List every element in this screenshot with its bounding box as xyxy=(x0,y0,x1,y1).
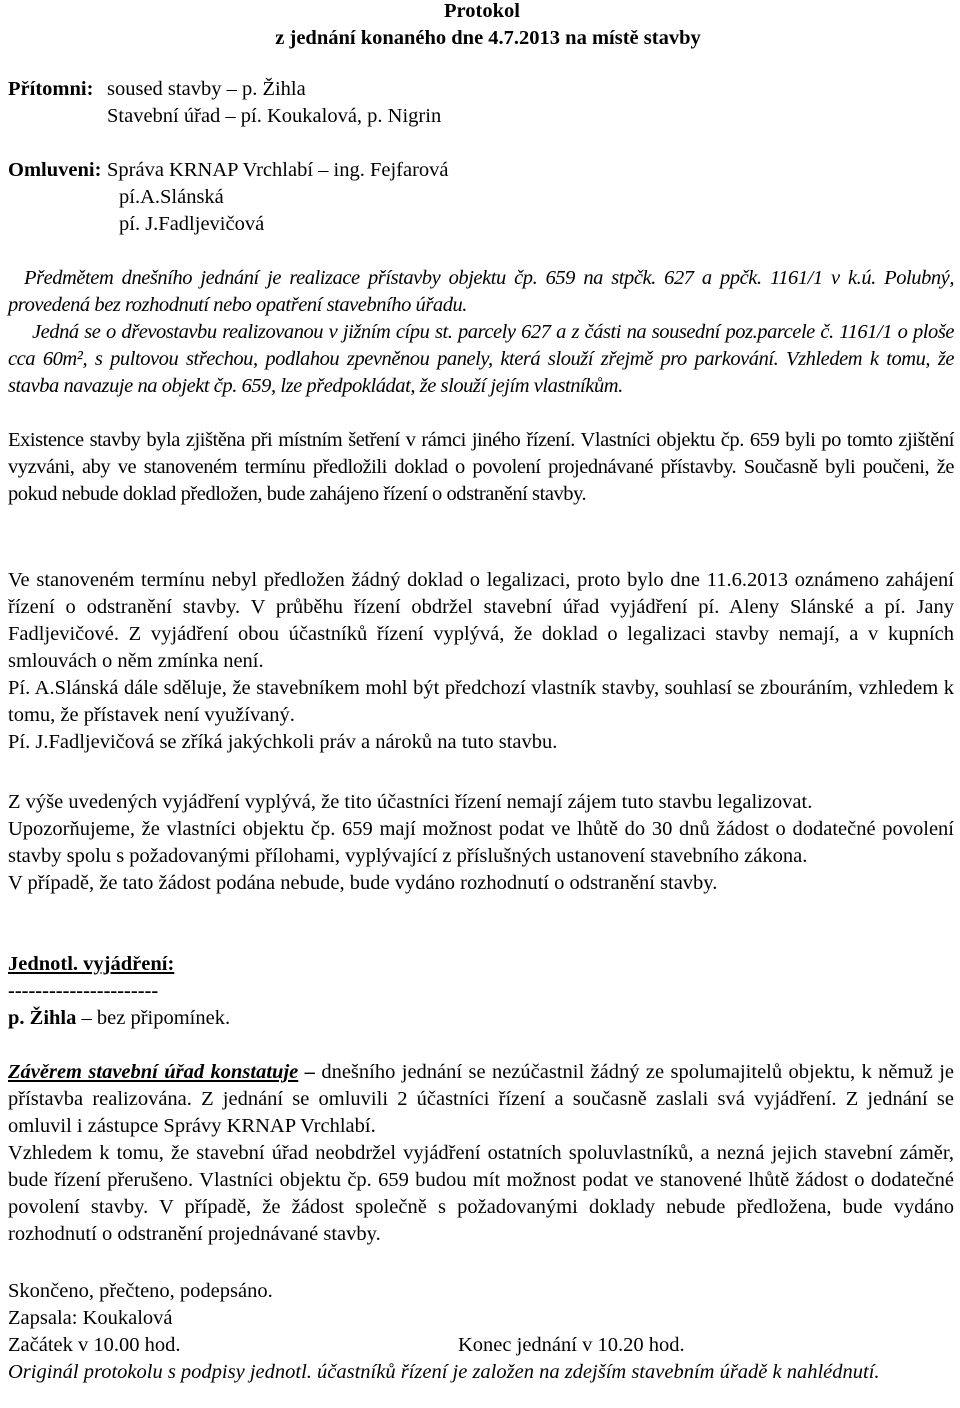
end-time: Konec jednání v 10.20 hod. xyxy=(458,1334,685,1356)
excused-label: Omluveni: xyxy=(8,159,102,181)
footer-line: Skončeno, přečteno, podepsáno. xyxy=(8,1280,273,1302)
present-label: Přítomni: xyxy=(8,78,94,100)
statement-item xyxy=(8,1005,954,1032)
footer-section xyxy=(8,1278,954,1386)
final-text: dnešního jednání se nezúčastnil žádný ze spolumajitelů objektu, k němuž je přístavba realizována. Z jednání se omluvili 2 účastníci řízení a současně zaslali svá vyjádření. Z jednání se omluvil i zástupce Správy KRNAP Vrchlabí. xyxy=(8,1061,955,1137)
footer-line: Zapsala: Koukalová xyxy=(8,1307,173,1329)
footer-times xyxy=(8,1332,954,1359)
present-item: soused stavby – p. Žihla xyxy=(107,78,306,100)
statement-text: – bez připomínek. xyxy=(76,1007,231,1029)
conclusion-section xyxy=(8,789,954,897)
subject-paragraph: Jedná se o dřevostavbu realizovanou v jižním cípu st. parcely 627 a z části na sousední poz.parcele č. 1161/1 o ploše cca 60m², s pultovou střechou, podlahou zpevněnou panely, která slouží zřejmě pro parkování. Vzhledem k tomu, že stavba navazuje na objekt čp. 659, lze předpokládat, že slouží jejím vlastníkům. xyxy=(8,321,954,397)
conclusion-paragraph: Upozorňujeme, že vlastníci objektu čp. 659 mají možnost podat ve lhůtě do 30 dnů žádost o dodatečné povolení stavby spolu s požadovanými přílohami, vyplývající z příslušných ustanovení stavebního zákona. xyxy=(8,818,954,867)
proceedings-paragraph: Pí. J.Fadljevičová se zříká jakýchkoli práv a nároků na tuto stavbu. xyxy=(8,731,558,753)
conclusion-paragraph: V případě, že tato žádost podána nebude, bude vydáno rozhodnutí o odstranění stavby. xyxy=(8,872,718,894)
excused-item: pí.A.Slánská xyxy=(119,186,224,208)
final-section xyxy=(8,1059,954,1248)
final-dash: – xyxy=(298,1061,322,1083)
proceedings-paragraph: Pí. A.Slánská dále sděluje, že stavebníkem mohl být předchozí vlastník stavby, souhlasí se zbouráním, vzhledem k tomu, že přístavek není využívaný. xyxy=(8,677,954,726)
attendees-present xyxy=(8,76,954,130)
subject-existence xyxy=(8,427,954,508)
document-subtitle: z jednání konaného dne 4.7.2013 na místě stavby xyxy=(275,27,701,49)
subject-paragraph: Existence stavby byla zjištěna při místním šetření v rámci jiného řízení. Vlastníci objektu čp. 659 byli po tomto zjištění vyzváni, aby ve stanoveném termínu předložili doklad o povolení projednávané přístavby. Současně byli poučeni, že pokud nebude doklad předložen, bude zahájeno řízení o odstranění stavby. xyxy=(8,429,954,505)
final-lead: Závěrem stavební úřad konstatuje xyxy=(8,1061,299,1083)
statements-section xyxy=(8,951,954,1032)
document-title: Protokol xyxy=(444,0,520,22)
statements-heading: Jednotl. vyjádření: xyxy=(8,953,175,975)
statement-name: p. Žihla xyxy=(8,1007,77,1029)
subject-section xyxy=(8,265,954,400)
excused-item: Správa KRNAP Vrchlabí – ing. Fejfarová xyxy=(107,159,449,181)
excused-item: pí. J.Fadljevičová xyxy=(119,213,265,235)
final-paragraph xyxy=(8,1059,954,1140)
start-time: Začátek v 10.00 hod. xyxy=(8,1334,181,1356)
attendees-excused xyxy=(8,157,954,238)
footer-note: Originál protokolu s podpisy jednotl. účastníků řízení je založen na zdejším stavebním úřadě k nahlédnutí. xyxy=(8,1361,880,1383)
proceedings-paragraph: Ve stanoveném termínu nebyl předložen žádný doklad o legalizaci, proto bylo dne 11.6.2013 oznámeno zahájení řízení o odstranění stavby. V průběhu řízení obdržel stavební úřad vyjádření pí. Aleny Slánské a pí. Jany Fadljevičové. Z vyjádření obou účastníků řízení vyplývá, že doklad o legalizaci stavby nemají, a v kupních smlouvách o něm zmínka není. xyxy=(8,569,954,672)
statements-rule: ---------------------- xyxy=(8,980,159,1002)
proceedings-section xyxy=(8,567,954,756)
final-paragraph: Vzhledem k tomu, že stavební úřad neobdržel vyjádření ostatních spoluvlastníků, a nezná jejich stavební záměr, bude řízení přerušeno. Vlastníci objektu čp. 659 budou mít možnost podat ve stanovené lhůtě žádost o dodatečné povolení stavby. V případě, že žádost společně s požadovanými doklady nebude předložena, bude vydáno rozhodnutí o odstranění projednávané stavby. xyxy=(8,1142,954,1245)
conclusion-paragraph: Z výše uvedených vyjádření vyplývá, že tito účastníci řízení nemají zájem tuto stavbu legalizovat. xyxy=(8,791,813,813)
subject-paragraph: Předmětem dnešního jednání je realizace přístavby objektu čp. 659 na stpčk. 627 a ppčk. 1161/1 v k.ú. Polubný, provedená bez rozhodnutí nebo opatření stavebního úřadu. xyxy=(8,267,954,316)
present-item: Stavební úřad – pí. Koukalová, p. Nigrin xyxy=(107,105,442,127)
document-title-block xyxy=(0,0,960,52)
